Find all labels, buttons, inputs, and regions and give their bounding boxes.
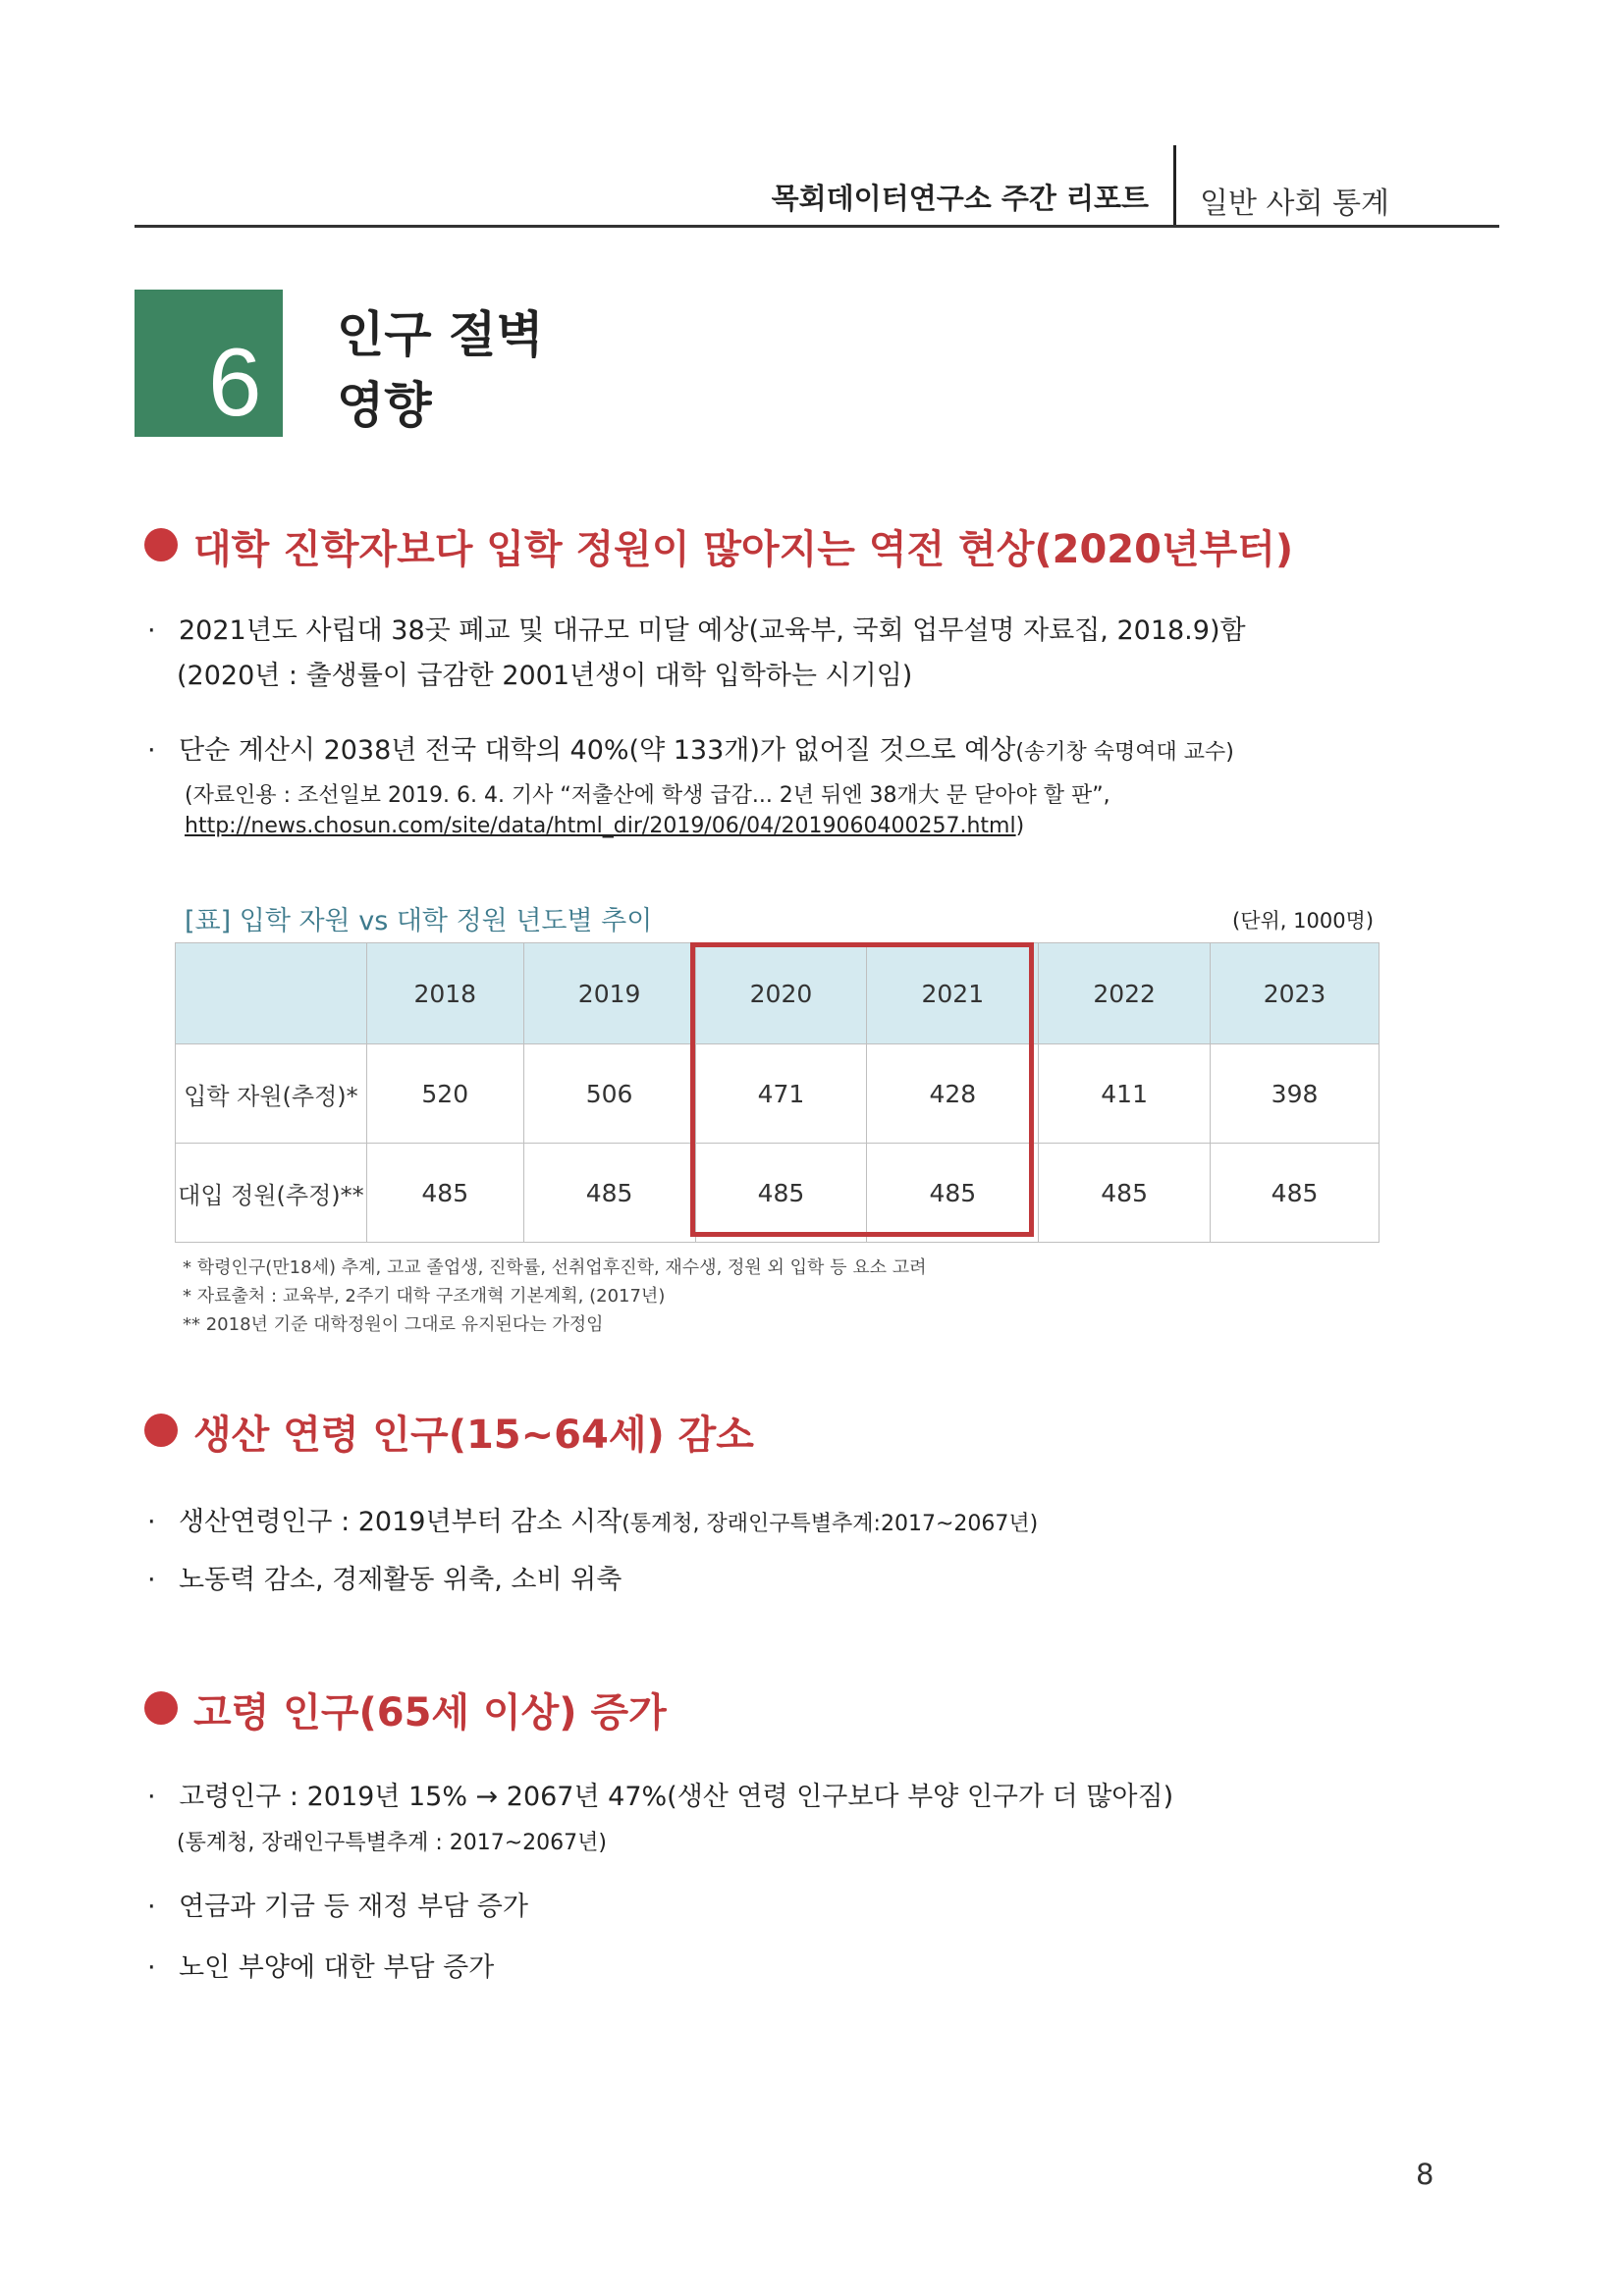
source-close: ) — [1015, 814, 1025, 838]
bullet-closure-reason: (2020년 : 출생률이 급감한 2001년생이 대학 입학하는 시기임) — [177, 661, 913, 691]
bullet-attribution: (통계청, 장래인구특별추계:2017~2067년) — [622, 1512, 1039, 1536]
row-header: 입학 자원(추정)* — [176, 1044, 367, 1144]
bullet-elderly-ratio — [147, 1775, 1173, 1813]
bullet-dot-icon: · — [147, 1782, 156, 1812]
table-unit: (단위, 1000명) — [1232, 909, 1375, 933]
report-brand: 목회데이터연구소 주간 리포트 — [771, 182, 1149, 215]
bullet-text: 2021년도 사립대 38곳 폐교 및 대규모 미달 예상(교육부, 국회 업무설명 자료집, 2018.9)함 — [179, 615, 1246, 646]
column-header: 2021 — [867, 943, 1039, 1044]
bullet-dot-icon: · — [147, 615, 156, 646]
table-cell: 485 — [867, 1144, 1039, 1243]
section-number: 6 — [208, 328, 262, 436]
highlight-box-2020-2021 — [690, 942, 1034, 1237]
column-header: 2019 — [523, 943, 695, 1044]
source-link-line — [185, 814, 1024, 838]
heading-bullet-icon — [144, 528, 178, 561]
table-cell: 485 — [1211, 1144, 1380, 1243]
heading-bullet-icon — [144, 1691, 178, 1725]
header-divider — [1173, 145, 1176, 226]
bullet-text: 생산연령인구 : 2019년부터 감소 시작 — [179, 1507, 622, 1537]
bullet-text: 연금과 기금 등 재정 부담 증가 — [179, 1892, 528, 1922]
heading-university-reversal: 대학 진학자보다 입학 정원이 많아지는 역전 현상(2020년부터) — [193, 527, 1294, 572]
table-cell: 428 — [867, 1044, 1039, 1144]
table-caption: [표] 입학 자원 vs 대학 정원 년도별 추이 — [185, 906, 653, 936]
column-header: 2020 — [695, 943, 867, 1044]
table-note: * 학령인구(만18세) 추계, 고교 졸업생, 진학률, 선취업후진학, 재수생, 정원 외 입학 등 요소 고려 — [183, 1257, 927, 1278]
table-note: ** 2018년 기준 대학정원이 그대로 유지된다는 가정임 — [183, 1314, 604, 1335]
bullet-2038-forecast — [147, 728, 1234, 767]
source-citation: (자료인용 : 조선일보 2019. 6. 4. 기사 “저출산에 학생 급감... 2년 뒤엔 38개大 문 닫아야 할 판”, — [185, 783, 1110, 808]
bullet-dot-icon: · — [147, 1565, 156, 1595]
header-rule — [135, 225, 1499, 228]
table-cell: 520 — [366, 1044, 523, 1144]
section-title — [337, 299, 544, 441]
bullet-labor-impact — [147, 1558, 622, 1596]
heading-bullet-icon — [144, 1414, 178, 1447]
table-cell: 506 — [523, 1044, 695, 1144]
source-url-link[interactable]: http://news.chosun.com/site/data/html_dir/2019/06/04/2019060400257.html — [185, 814, 1016, 838]
bullet-dot-icon: · — [147, 1507, 156, 1537]
bullet-text: 단순 계산시 2038년 전국 대학의 40%(약 133개)가 없어질 것으로 예상 — [179, 735, 1016, 766]
bullet-attribution: (송기창 숙명여대 교수) — [1015, 740, 1234, 765]
page-number: 8 — [1416, 2158, 1434, 2191]
table-cell: 485 — [523, 1144, 695, 1243]
bullet-dot-icon: · — [147, 1892, 156, 1922]
bullet-working-age — [147, 1500, 1038, 1538]
table-corner-cell — [176, 943, 367, 1044]
table-note: * 자료출처 : 교육부, 2주기 대학 구조개혁 기본계획, (2017년) — [183, 1286, 666, 1307]
table-cell: 411 — [1039, 1044, 1211, 1144]
bullet-text: 노인 부양에 대한 부담 증가 — [179, 1952, 495, 1983]
bullet-closure-forecast — [147, 609, 1246, 647]
bullet-dot-icon: · — [147, 735, 156, 766]
row-header: 대입 정원(추정)** — [176, 1144, 367, 1243]
bullet-fiscal-burden — [147, 1885, 528, 1923]
bullet-source: (통계청, 장래인구특별추계 : 2017~2067년) — [177, 1831, 607, 1855]
heading-working-age-decline: 생산 연령 인구(15~64세) 감소 — [193, 1413, 754, 1458]
table-cell: 398 — [1211, 1044, 1380, 1144]
report-category: 일반 사회 통계 — [1200, 187, 1389, 221]
column-header: 2023 — [1211, 943, 1380, 1044]
bullet-text: 고령인구 : 2019년 15% → 2067년 47%(생산 연령 인구보다 부양 인구가 더 많아짐) — [179, 1782, 1174, 1812]
section-title-line2: 영향 — [337, 377, 432, 434]
table-cell: 485 — [366, 1144, 523, 1243]
table-cell: 471 — [695, 1044, 867, 1144]
section-title-line1: 인구 절벽 — [337, 306, 544, 363]
bullet-text: 노동력 감소, 경제활동 위축, 소비 위축 — [179, 1565, 622, 1595]
heading-elderly-increase: 고령 인구(65세 이상) 증가 — [193, 1690, 667, 1735]
table-cell: 485 — [1039, 1144, 1211, 1243]
column-header: 2022 — [1039, 943, 1211, 1044]
bullet-support-burden — [147, 1946, 494, 1984]
bullet-dot-icon: · — [147, 1952, 156, 1983]
column-header: 2018 — [366, 943, 523, 1044]
table-cell: 485 — [695, 1144, 867, 1243]
